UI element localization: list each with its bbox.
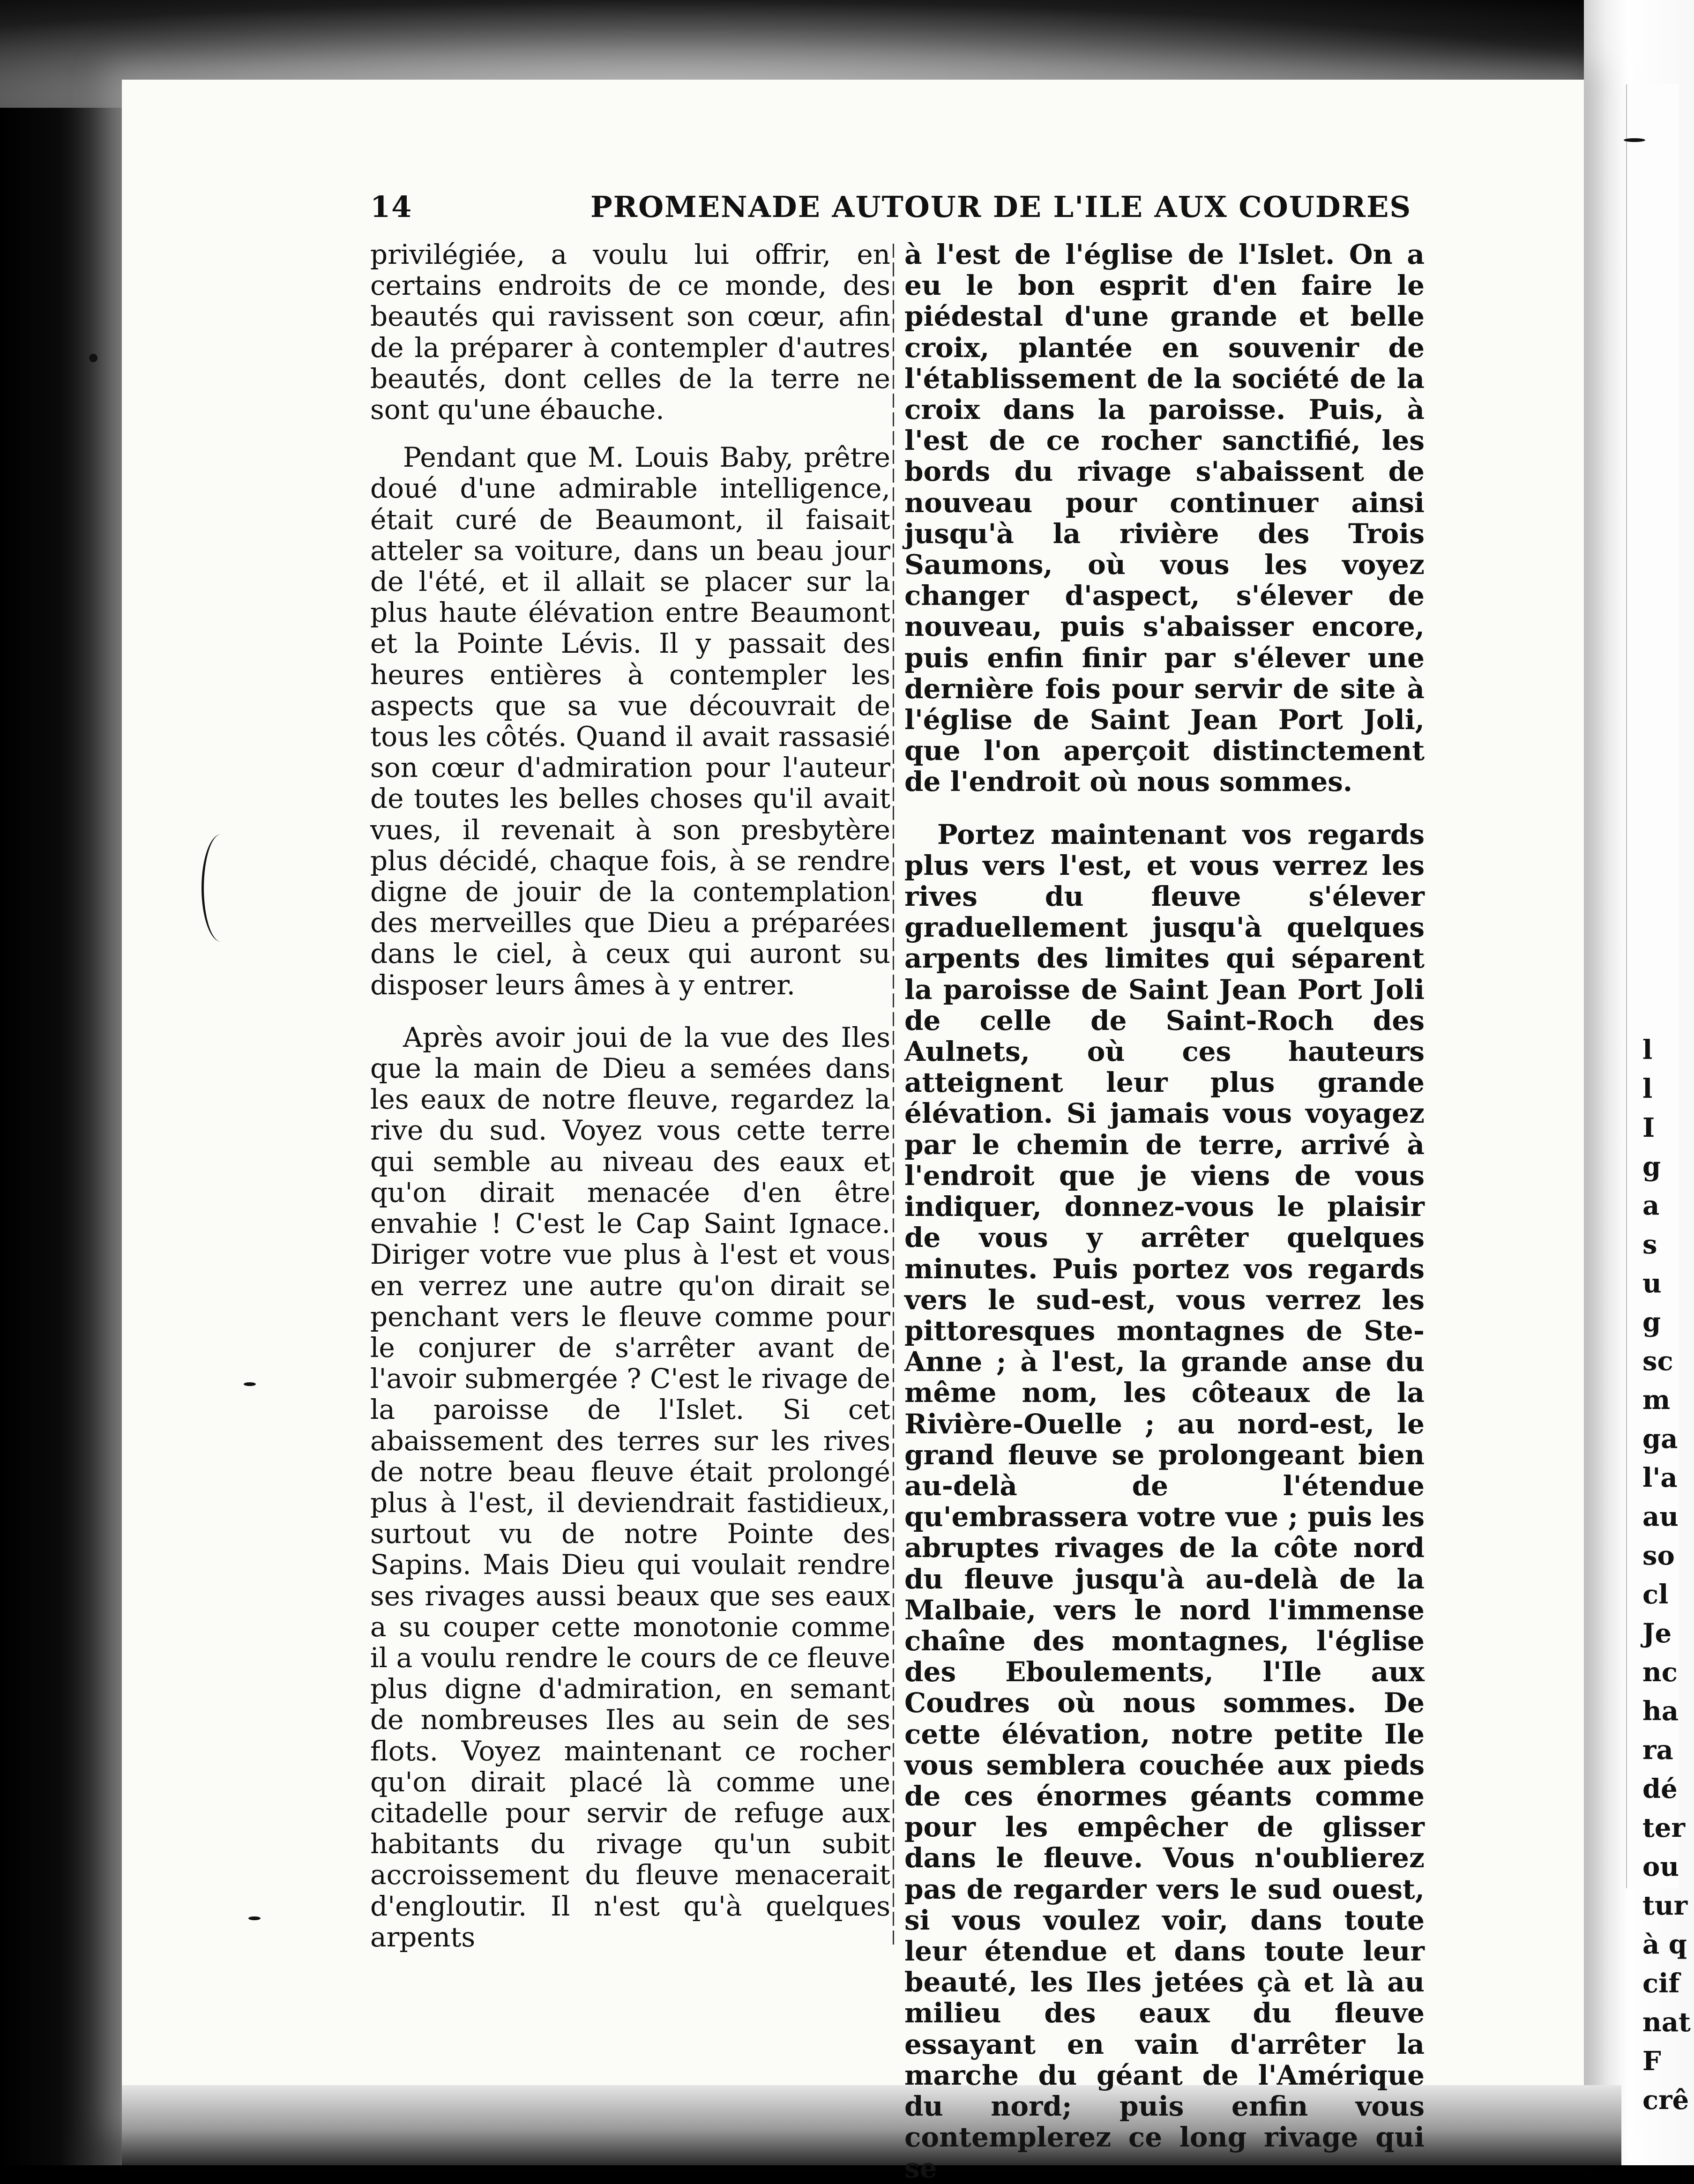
right-column — [904, 239, 1425, 2184]
margin-brace-mark — [201, 834, 241, 942]
paragraph: privilégiée, a voulu lui offrir, en certains endroits de ce monde, des beautés qui ravissent son cœur, afin de la préparer à contempler d'autres beautés, dont celles de la terre ne sont qu'une ébauche. — [370, 239, 890, 426]
page-number: 14 — [370, 190, 413, 224]
paragraph: à l'est de l'église de l'Islet. On a eu le bon esprit d'en faire le piédestal d'une grande et belle croix, plantée en souvenir de l'établissement de la société de la croix dans la paroisse. Puis, à l'est de ce rocher sanctifié, les bords du rivage s'abaissent de nouveau pour continuer ainsi jusqu'à la rivière des Trois Saumons, où vous les voyez changer d'aspect, s'élever de nouveau, puis s'abaisser encore, puis enfin finir par s'élever une dernière fois pour servir de site à l'église de Saint Jean Port Joli, que l'on aperçoit distinctement de l'endroit où nous sommes. — [904, 239, 1425, 798]
ink-speck — [1624, 138, 1645, 142]
paragraph: Après avoir joui de la vue des Iles que la main de Dieu a semées dans les eaux de notre fleuve, regardez la rive du sud. Voyez vous cette terre qui semble au niveau des eaux et qu'on dirait menacée d'en être envahie ! C'est le Cap Saint Ignace. Diriger votre vue plus à l'est et vous en verrez une autre qu'on dirait se penchant vers le fleuve comme pour le conjurer de s'arrêter avant de l'avoir submergée ? C'est le rivage de la paroisse de l'Islet. Si cet abaissement des terres sur les rives de notre beau fleuve était prolongé plus à l'est, il deviendrait fastidieux, surtout vu de notre Pointe des Sapins. Mais Dieu qui voulait rendre ses rivages aussi beaux que ses eaux a su couper cette monotonie comme il a voulu rendre le cours de ce fleuve plus digne d'admiration, en semant de nombreuses Iles au sein de ses flots. Voyez maintenant ce rocher qu'on dirait placé là comme une citadelle pour servir de refuge aux habitants du rivage qu'un subit accroissement du fleuve menacerait d'engloutir. Il n'est qu'à quelques arpents — [370, 1021, 890, 1953]
page-header — [370, 190, 1412, 227]
paragraph: Pendant que M. Louis Baby, prêtre doué d'une admirable intelligence, était curé de Beaumont, il faisait atteler sa voiture, dans un beau jour de l'été, et il allait se placer sur la plus haute élévation entre Beaumont et la Pointe Lévis. Il y passait des heures entières à contempler les aspects que sa vue découvrait de tous les côtés. Quand il avait rassasié son cœur d'admiration pour l'auteur de toutes les belles choses qu'il avait vues, il revenait à son presbytère plus décidé, chaque fois, à se rendre digne de jouir de la contemplation des merveilles que Dieu a préparées dans le ciel, à ceux qui auront su disposer leurs âmes à y entrer. — [370, 441, 890, 1001]
left-column — [370, 239, 890, 1953]
ink-speck — [248, 1916, 261, 1920]
facing-page-bleed-text: l l I g a s u g sc m ga l'a au so cl Je nc ha ra dé ter ou tur à q cif nat F crê — [1642, 1035, 1691, 2116]
ink-speck — [244, 1382, 256, 1386]
paragraph: Portez maintenant vos regards plus vers l'est, et vous verrez les rives du fleuve s'élever graduellement jusqu'à quelques arpents des limites qui séparent la paroisse de Saint Jean Port Joli de celle de Saint-Roch des Aulnets, où ces hauteurs atteignent leur plus grande élévation. Si jamais vous voyagez par le chemin de terre, arrivé à l'endroit que je viens de vous indiquer, donnez-vous le plaisir de vous y arrêter quelques minutes. Puis portez vos regards vers le sud-est, vous verrez les pittoresques montagnes de Ste-Anne ; à l'est, la grande anse du même nom, les côteaux de la Rivière-Ouelle ; au nord-est, le grand fleuve se prolongeant bien au-delà de l'étendue qu'embrassera votre vue ; puis les abruptes rivages de la côte nord du fleuve jusqu'à au-delà de la Malbaie, vers le nord l'immense chaîne des montagnes, l'église des Eboulements, l'Ile aux Coudres où nous sommes. De cette élévation, notre petite Ile vous semblera couchée aux pieds de ces énormes géants comme pour les empêcher de glisser dans le fleuve. Vous n'oublierez pas de regarder vers le sud ouest, si vous voulez voir, dans toute leur étendue et dans toute leur beauté, les Iles jetées çà et là au milieu des eaux du fleuve essayant en vain d'arrêter la marche du géant de l'Amérique du nord; puis enfin vous contemplerez ce long rivage qui se — [904, 818, 1425, 2184]
column-divider — [893, 244, 894, 1949]
running-title: PROMENADE AUTOUR DE L'ILE AUX COUDRES — [590, 190, 1412, 224]
ink-speck — [89, 354, 97, 362]
